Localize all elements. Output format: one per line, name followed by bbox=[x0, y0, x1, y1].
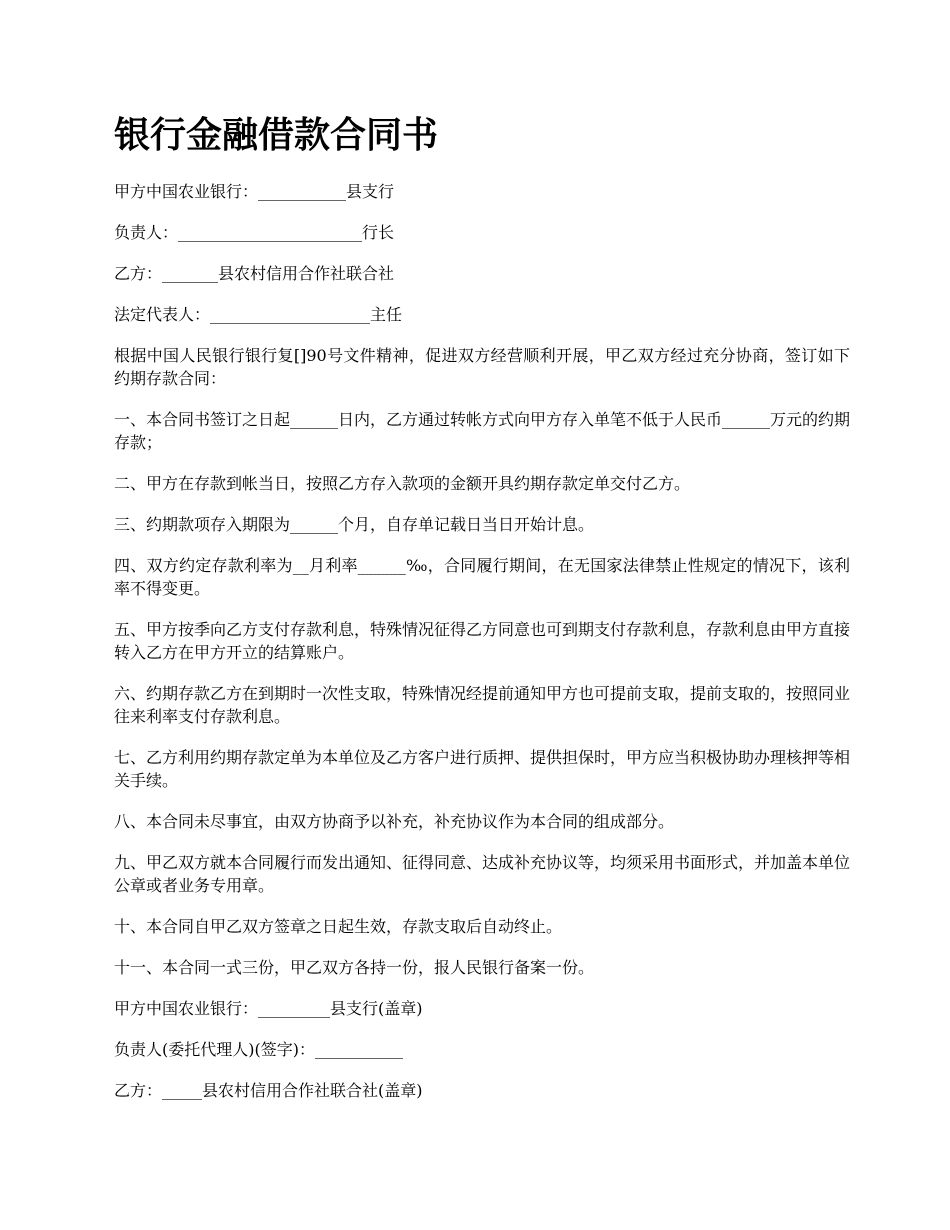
preamble-paragraph: 根据中国人民银行银行复[]90号文件精神，促进双方经营顺利开展，甲乙双方经过充分协商，签订如下约期存款合同： bbox=[114, 346, 850, 388]
party-b-line: 乙方：_______县农村信用合作社联合社 bbox=[114, 264, 395, 283]
clause-5: 五、甲方按季向乙方支付存款利息，特殊情况征得乙方同意也可到期支付存款利息，存款利息由甲方直接转入乙方在甲方开立的结算账户。 bbox=[114, 620, 851, 662]
clause-8: 八、本合同未尽事宜，由双方协商予以补充，补充协议作为本合同的组成部分。 bbox=[114, 812, 675, 831]
clause-9: 九、甲乙双方就本合同履行而发出通知、征得同意、达成补充协议等，均须采用书面形式，并加盖本单位公章或者业务专用章。 bbox=[114, 853, 851, 895]
signature-party-a: 甲方中国农业银行：_________县支行(盖章) bbox=[114, 999, 423, 1018]
signature-principal: 负责人(委托代理人)(签字)：___________ bbox=[114, 1040, 403, 1059]
clause-11: 十一、本合同一式三份，甲乙双方各持一份，报人民银行备案一份。 bbox=[114, 958, 595, 977]
clause-6: 六、约期存款乙方在到期时一次性支取，特殊情况经提前通知甲方也可提前支取，提前支取的，按照同业往来利率支付存款利息。 bbox=[114, 684, 851, 726]
party-a-principal-line: 负责人：_______________________行长 bbox=[114, 223, 395, 242]
clause-7: 七、乙方利用约期存款定单为本单位及乙方客户进行质押、提供担保时，甲方应当积极协助办理核押等相关手续。 bbox=[114, 748, 851, 790]
clause-1: 一、本合同书签订之日起______日内，乙方通过转帐方式向甲方存入单笔不低于人民币______万元的约期存款； bbox=[114, 410, 851, 452]
clause-3: 三、约期款项存入期限为______个月，自存单记载日当日开始计息。 bbox=[114, 515, 595, 534]
clause-4: 四、双方约定存款利率为__月利率______‰，合同履行期间，在无国家法律禁止性规定的情况下，该利率不得变更。 bbox=[114, 556, 850, 598]
clause-2: 二、甲方在存款到帐当日，按照乙方存入款项的金额开具约期存款定单交付乙方。 bbox=[114, 474, 691, 493]
party-b-representative-line: 法定代表人：____________________主任 bbox=[114, 305, 403, 324]
document-title: 银行金融借款合同书 bbox=[114, 115, 439, 156]
document-page bbox=[114, 112, 850, 1120]
clause-10: 十、本合同自甲乙双方签章之日起生效，存款支取后自动终止。 bbox=[114, 917, 563, 936]
signature-party-b: 乙方：_____县农村信用合作社联合社(盖章) bbox=[114, 1081, 423, 1100]
party-a-line: 甲方中国农业银行：___________县支行 bbox=[114, 182, 395, 201]
